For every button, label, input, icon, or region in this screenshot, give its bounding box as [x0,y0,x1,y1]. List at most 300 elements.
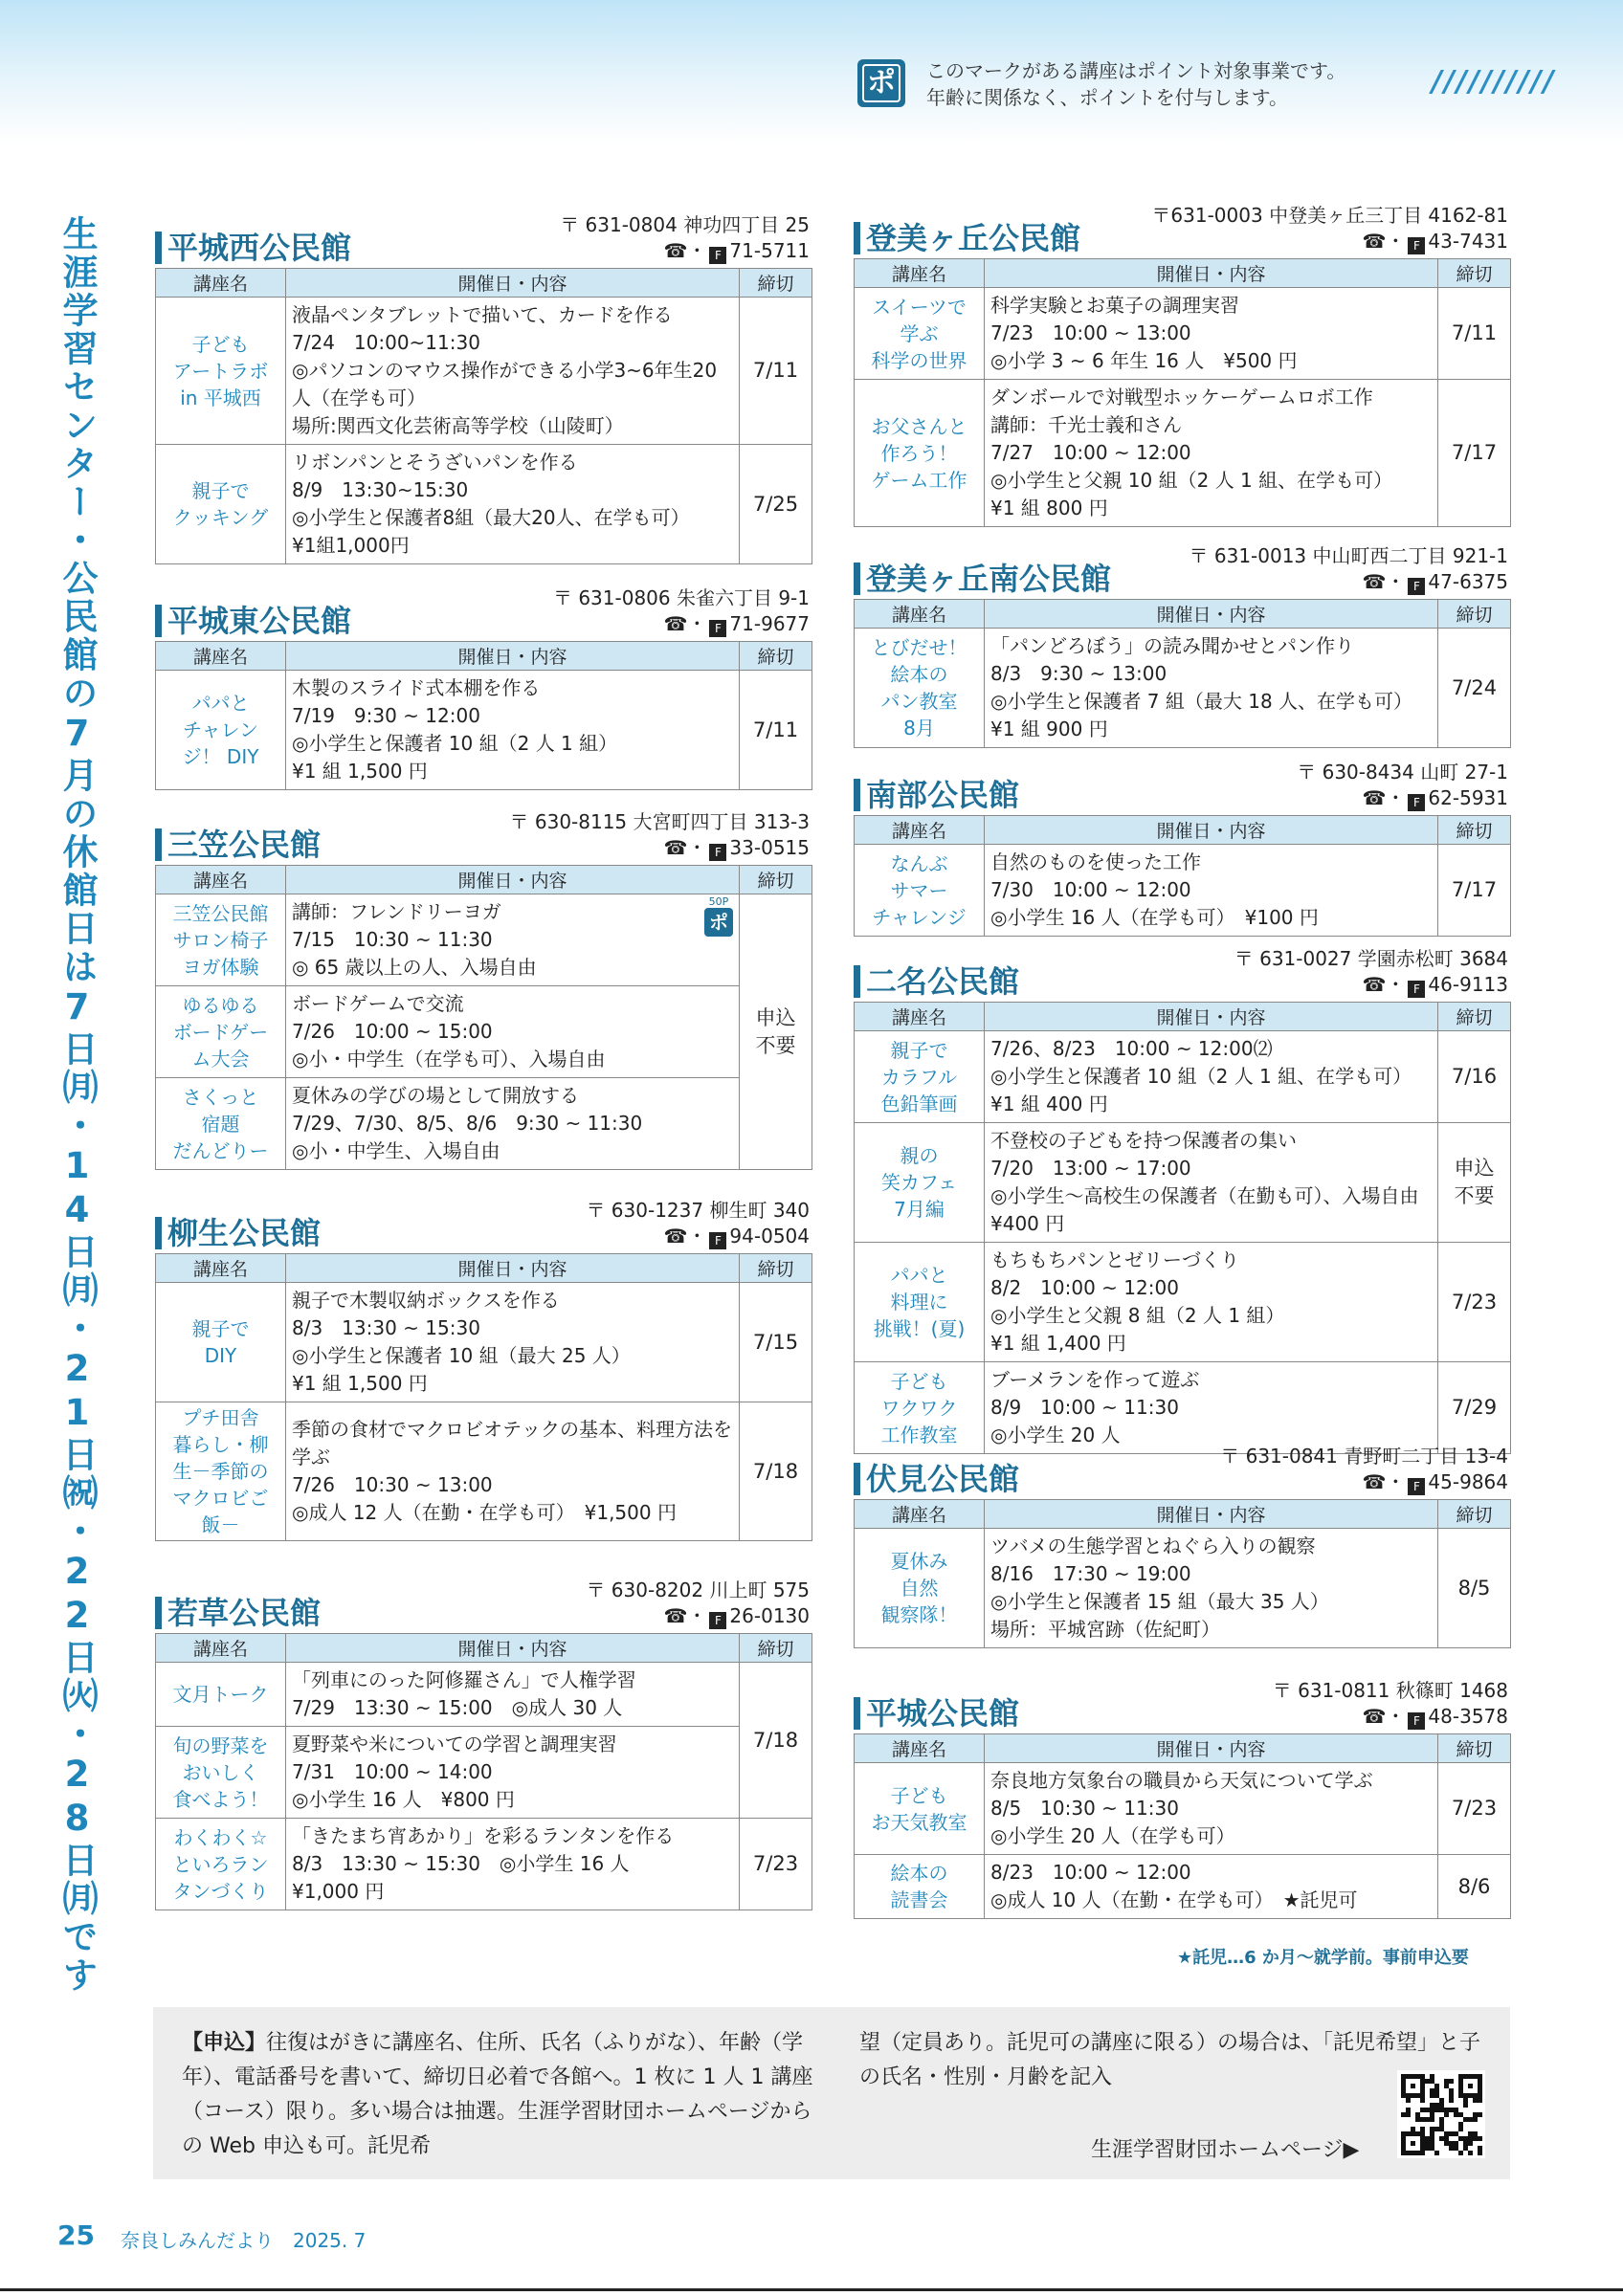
phone-line [1189,569,1508,595]
header-deadline: 締切 [1438,600,1511,629]
zip-address: 〒 631-0811 秋篠町 1468 [1272,1679,1508,1702]
course-deadline: 7/23 [740,1819,812,1910]
phone-number: 43-7431 [1428,230,1508,253]
section-header [854,1679,1510,1733]
qr-module [1420,2098,1425,2103]
course-content [286,1078,740,1170]
fax-icon: F [1408,1712,1425,1730]
course-name: パパと 料理に 挑戦！(夏) [855,1243,985,1362]
table-row [156,671,812,790]
course-content-text: 奈良地方気象台の職員から天気について学ぶ 8/5 10:30 ~ 11:30 ◎小学生 20 人（在学も可） [990,1769,1373,1847]
section-header [155,1199,812,1253]
phone-line [1151,229,1508,254]
section-address [560,212,810,264]
course-content-text: 夏休みの学びの場として開放する 7/29、7/30、8/5、8/6 9:30 ~ 11:30 ◎小・中学生、入場自由 [292,1084,643,1162]
section-header [854,761,1510,815]
qr-module [1406,2112,1411,2117]
course-content-text: ボードゲームで交流 7/26 10:00 ~ 15:00 ◎小・中学生（在学も可）、入場自由 [292,992,606,1071]
phone-line [510,835,810,861]
course-name: 親子で クッキング [156,445,286,564]
course-deadline: 7/11 [740,298,812,445]
section-header [854,1445,1510,1499]
course-name: パパと チャレン ジ！ DIY [156,671,286,790]
course-content [286,986,740,1078]
point-legend [857,57,1585,115]
course-name: 三笠公民館 サロン椅子 ヨガ体験 [156,894,286,986]
course-content-text: 季節の食材でマクロビオテックの基本、料理方法を学ぶ 7/26 10:30 ~ 13:00 ◎成人 12 人（在勤・在学も可） ¥1,500 円 [292,1418,732,1524]
qr-module [1411,2084,1415,2088]
course-deadline: 7/23 [1438,1243,1511,1362]
course-name: ゆるゆる ボードゲー ム大会 [156,986,286,1078]
qr-module [1420,2151,1425,2155]
fax-icon: F [709,620,726,637]
zip-address: 〒631-0003 中登美ヶ丘三丁目 4162-81 [1151,204,1508,227]
course-name: 文月トーク [156,1663,286,1727]
table-row [855,1243,1511,1362]
header-content: 開催日・内容 [985,1734,1438,1763]
phone-prefix: ☎・ [1362,786,1406,809]
phone-number: 33-0515 [729,836,810,859]
header-course-name: 講座名 [855,259,985,288]
phone-prefix: ☎・ [1362,230,1406,253]
course-name: なんぶ サマー チャレンジ [855,845,985,937]
table-row [855,1123,1511,1243]
table-row [156,894,812,986]
course-content-text: 8/23 10:00 ~ 12:00 ◎成人 10 人（在勤・在学も可） ★託児可 [990,1861,1358,1911]
section-left-3 [155,1199,812,1541]
course-deadline: 7/15 [740,1283,812,1402]
course-content-text: 不登校の子どもを持つ保護者の集い 7/20 13:00 ~ 17:00 ◎小学生～高校生の保護者（在勤も可）、入場自由 ¥400 円 [990,1129,1419,1235]
course-content [985,1031,1438,1123]
section-title: 南部公民館 [854,779,1019,811]
phone-number: 71-5711 [729,239,810,262]
course-name: 子ども ワクワク 工作教室 [855,1362,985,1454]
phone-number: 46-9113 [1428,973,1508,996]
course-deadline: 7/11 [1438,288,1511,380]
header-content: 開催日・内容 [985,600,1438,629]
section-left-0 [155,213,812,564]
section-address [553,585,810,637]
course-content [985,288,1438,380]
table-row [855,629,1511,748]
course-content-text: 講師：フレンドリーヨガ 7/15 10:30 ~ 11:30 ◎ 65 歳以上の人、入場自由 [292,900,537,979]
qr-module [1449,2098,1454,2103]
course-content [985,1243,1438,1362]
course-content-text: 液晶ペンタブレットで描いて、カードを作る 7/24 10:00~11:30 ◎パソコンのマウス操作ができる小学3~6年生20人（在学も可） 場所:関西文化芸術高等学校（山陵町） [292,303,718,437]
course-name: 親子で DIY [156,1283,286,1402]
publication-name: 奈良しみんだより 2025. 7 [121,2229,367,2252]
phone-number: 94-0504 [729,1225,810,1247]
course-content [985,1855,1438,1919]
phone-line [1273,1704,1508,1730]
course-name: 夏休み 自然 観察隊！ [855,1529,985,1648]
fax-icon: F [1408,237,1425,254]
header-deadline: 締切 [740,642,812,671]
homepage-link[interactable]: 生涯学習財団ホームページ▶ [1091,2138,1360,2162]
qr-module [1458,2127,1463,2131]
phone-number: 47-6375 [1428,570,1508,593]
section-address [510,809,810,861]
section-right-3 [854,947,1510,1454]
section-header [155,810,812,865]
course-deadline: 7/18 [740,1402,812,1541]
application-label: 【申込】 [182,2031,267,2055]
page-number: 25 [57,2219,95,2251]
section-title: 登美ヶ丘南公民館 [854,563,1111,595]
course-name: さくっと 宿題 だんどりー [156,1078,286,1170]
qr-module [1473,2117,1478,2122]
header-content: 開催日・内容 [985,1003,1438,1031]
header-content: 開催日・内容 [985,1500,1438,1529]
header-content: 開催日・内容 [286,642,740,671]
qr-module [1434,2151,1439,2155]
section-title: 平城西公民館 [155,232,351,264]
table-header-row [855,1500,1511,1529]
table-header-row [855,1003,1511,1031]
fax-icon: F [1408,981,1425,998]
fax-icon: F [709,1232,726,1249]
course-deadline: 7/29 [1438,1362,1511,1454]
table-row [855,845,1511,937]
phone-number: 71-9677 [729,612,810,635]
point-mark-icon: ポ [857,59,905,107]
course-table [155,1253,812,1541]
table-row [156,445,812,564]
course-deadline: 7/23 [1438,1763,1511,1855]
phone-line [1297,785,1508,811]
course-content [286,298,740,445]
section-address [1234,946,1508,998]
header-content: 開催日・内容 [286,1634,740,1663]
section-right-4 [854,1445,1510,1648]
course-content [286,671,740,790]
section-title: 二名公民館 [854,965,1019,998]
zip-address: 〒 630-8115 大宮町四丁目 313-3 [509,810,810,833]
section-left-4 [155,1578,812,1910]
course-content-text: 親子で木製収納ボックスを作る 8/3 13:30 ~ 15:30 ◎小学生と保護者 10 組（最大 25 人） ¥1 組 1,500 円 [292,1289,631,1395]
section-title: 登美ヶ丘公民館 [854,222,1080,254]
phone-number: 45-9864 [1428,1470,1508,1493]
qr-module [1468,2141,1473,2146]
section-address [1220,1444,1508,1495]
section-title: 平城公民館 [854,1697,1019,1730]
course-content-text: 自然のものを使った工作 7/30 10:00 ~ 12:00 ◎小学生 16 人（在学も可） ¥100 円 [990,850,1319,929]
course-content-text: 7/26、8/23 10:00 ~ 12:00⑵ ◎小学生と保護者 10 組（2 人 1 組、在学も可） ¥1 組 400 円 [990,1037,1412,1115]
header-deadline: 締切 [1438,816,1511,845]
table-header-row [855,600,1511,629]
course-content [286,1727,740,1819]
header-deadline: 締切 [1438,1734,1511,1763]
header-deadline: 締切 [1438,1500,1511,1529]
fax-icon: F [1408,578,1425,595]
point-legend-text [926,57,1345,111]
fax-icon: F [709,1612,726,1629]
header-course-name: 講座名 [855,600,985,629]
header-deadline: 締切 [740,1634,812,1663]
course-name: とびだせ！ 絵本の パン教室 8月 [855,629,985,748]
course-content [286,445,740,564]
section-right-2 [854,761,1510,937]
header-course-name: 講座名 [156,269,286,298]
qr-module [1478,2151,1482,2155]
table-row [855,1362,1511,1454]
course-content-text: 科学実験とお菓子の調理実習 7/23 10:00 ~ 13:00 ◎小学 3 ~ 6 年生 16 人 ¥500 円 [990,294,1298,372]
course-deadline: 7/17 [1438,845,1511,937]
phone-prefix: ☎・ [663,1225,707,1247]
course-name: 子ども お天気教室 [855,1763,985,1855]
course-name: 旬の野菜を おいしく 食べよう！ [156,1727,286,1819]
table-header-row [156,866,812,894]
course-deadline: 8/6 [1438,1855,1511,1919]
phone-prefix: ☎・ [663,836,707,859]
header-deadline: 締切 [740,866,812,894]
header-course-name: 講座名 [156,1254,286,1283]
course-name: お父さんと 作ろう！ ゲーム工作 [855,380,985,527]
table-row [855,1763,1511,1855]
section-right-0 [854,204,1510,527]
section-header [854,544,1510,599]
section-address [586,1578,810,1629]
point-legend-line2: 年齢に関係なく、ポイントを付与します。 [926,86,1288,109]
course-table [155,641,812,790]
header-course-name: 講座名 [156,1634,286,1663]
course-content [985,1763,1438,1855]
phone-line [1234,972,1508,998]
table-row [855,380,1511,527]
qr-module [1468,2151,1473,2155]
fax-icon: F [709,247,726,264]
phone-line [586,1603,810,1629]
section-address [1151,203,1508,254]
course-deadline: 7/17 [1438,380,1511,527]
section-address [1189,543,1508,595]
course-content [286,1283,740,1402]
course-deadline: 申込 不要 [740,894,812,1170]
phone-number: 26-0130 [729,1604,810,1627]
course-name: プチ田舎 暮らし・柳 生－季節の マクロビご 飯－ [156,1402,286,1541]
course-content [985,629,1438,748]
point-badge-value: 50P [708,895,729,908]
course-content [286,1819,740,1910]
table-row [855,1855,1511,1919]
course-content-text: リボンパンとそうざいパンを作る 8/9 13:30~15:30 ◎小学生と保護者8組（最大20人、在学も可） ¥1組1,000円 [292,451,690,557]
course-name: 絵本の 読書会 [855,1855,985,1919]
qr-module [1478,2098,1482,2103]
qr-module [1449,2079,1454,2084]
decorative-slashes: ////////// [1432,65,1556,99]
section-left-2 [155,810,812,1170]
application-left-body: 往復はがきに講座名、住所、氏名（ふりがな）、年齢（学年）、電話番号を書いて、締切日必着で各館へ。1 枚に 1 人 1 講座（コース）限り。多い場合は抽選。生涯学習財団ホームページからの Web 申込も可。託児希 [182,2031,813,2158]
section-title: 若草公民館 [155,1597,321,1629]
course-content-text: もちもちパンとゼリーづくり 8/2 10:00 ~ 12:00 ◎小学生と父親 8 組（2 人 1 組） ¥1 組 1,400 円 [990,1248,1285,1355]
course-name: 子ども アートラボ in 平城西 [156,298,286,445]
zip-address: 〒 631-0806 朱雀六丁目 9-1 [552,586,810,609]
qr-module [1444,2112,1449,2117]
phone-number: 48-3578 [1428,1705,1508,1728]
table-row [855,1031,1511,1123]
course-content [985,1529,1438,1648]
qr-module [1458,2151,1463,2155]
section-left-1 [155,586,812,790]
course-content [985,380,1438,527]
qr-module [1478,2112,1482,2117]
section-title: 三笠公民館 [155,828,321,861]
course-content-text: 「パンどろぼう」の読み聞かせとパン作り 8/3 9:30 ~ 13:00 ◎小学生と保護者 7 組（最大 18 人、在学も可） ¥1 組 900 円 [990,634,1413,740]
course-table [854,599,1511,748]
table-row [156,1402,812,1541]
table-row [156,1283,812,1402]
phone-line [1220,1469,1508,1495]
zip-address: 〒 631-0013 中山町西二丁目 921-1 [1189,544,1508,567]
table-row [855,1529,1511,1648]
course-name: 親の 笑カフェ 7月編 [855,1123,985,1243]
application-box [153,2007,1510,2179]
qr-module [1411,2141,1415,2146]
course-content-text: ダンボールで対戦型ホッケーゲームロボ工作 講師：千光士義和さん 7/27 10:00 ~ 12:00 ◎小学生と父親 10 組（2 人 1 組、在学も可） ¥1 組 800 円 [990,386,1393,519]
table-header-row [855,1734,1511,1763]
table-row [156,1819,812,1910]
table-header-row [156,1254,812,1283]
header-content: 開催日・内容 [985,259,1438,288]
qr-module [1468,2084,1473,2088]
course-name: わくわく☆ といろラン タンづくり [156,1819,286,1910]
header-course-name: 講座名 [855,1500,985,1529]
phone-line [553,611,810,637]
point-badge [704,896,733,937]
table-row [156,1078,812,1170]
section-header [854,204,1510,258]
phone-prefix: ☎・ [663,612,707,635]
table-row [156,986,812,1078]
table-header-row [156,642,812,671]
table-header-row [855,259,1511,288]
phone-prefix: ☎・ [663,1604,707,1627]
table-row [156,1663,812,1727]
course-table [155,268,812,564]
bottom-rule [0,2288,1623,2291]
table-header-row [156,269,812,298]
header-course-name: 講座名 [855,1734,985,1763]
header-content: 開催日・内容 [286,269,740,298]
application-text-right: 望（定員あり。託児可の講座に限る）の場合は、「託児希望」と子の氏名・性別・月齢を記入 [859,2031,1481,2089]
table-header-row [855,816,1511,845]
header-deadline: 締切 [1438,259,1511,288]
section-header [854,947,1510,1002]
fax-icon: F [1408,1478,1425,1495]
section-right-1 [854,544,1510,748]
zip-address: 〒 631-0027 学園赤松町 3684 [1234,947,1508,970]
course-content-text: 「きたまち宵あかり」を彩るランタンを作る 8/3 13:30 ~ 15:30 ◎小学生 16 人 ¥1,000 円 [292,1824,675,1903]
course-content-text: 「列車にのった阿修羅さん」で人権学習 7/29 13:30 ~ 15:00 ◎成人 30 人 [292,1668,636,1719]
header-course-name: 講座名 [855,1003,985,1031]
phone-prefix: ☎・ [663,239,707,262]
header-course-name: 講座名 [855,816,985,845]
zip-address: 〒 630-8202 川上町 575 [586,1578,810,1601]
phone-prefix: ☎・ [1362,570,1406,593]
childcare-note: ★託児…6 か月～就学前。事前申込要 [1177,1948,1469,1968]
phone-line [586,1224,810,1249]
course-content-text: 木製のスライド式本棚を作る 7/19 9:30 ~ 12:00 ◎小学生と保護者 10 組（2 人 1 組） ¥1 組 1,500 円 [292,676,618,783]
qr-code-icon[interactable] [1397,2070,1485,2158]
course-content-text: ブーメランを作って遊ぶ 8/9 10:00 ~ 11:30 ◎小学生 20 人 [990,1368,1200,1446]
point-mark-icon: ポ [704,908,733,937]
header-content: 開催日・内容 [985,816,1438,845]
course-content [985,1123,1438,1243]
table-header-row [156,1634,812,1663]
section-address [586,1198,810,1249]
zip-address: 〒 631-0841 青野町二丁目 13-4 [1220,1445,1508,1468]
course-content [985,845,1438,937]
course-table [155,865,812,1170]
section-header [155,1578,812,1633]
course-table [854,1733,1511,1919]
course-content [286,1663,740,1727]
table-row [156,298,812,445]
section-title: 平城東公民館 [155,605,351,637]
course-deadline: 申込 不要 [1438,1123,1511,1243]
zip-address: 〒 630-8434 山町 27-1 [1297,761,1508,784]
section-title: 柳生公民館 [155,1217,321,1249]
course-content [286,1402,740,1541]
point-legend-line1: このマークがある講座はポイント対象事業です。 [926,59,1346,82]
course-table [854,1002,1511,1454]
qr-module [1478,2136,1482,2141]
course-table [854,815,1511,937]
course-name: 親子で カラフル 色鉛筆画 [855,1031,985,1123]
section-title: 伏見公民館 [854,1463,1019,1495]
course-table [155,1633,812,1910]
course-content-text: 夏野菜や米についての学習と調理実習 7/31 10:00 ~ 14:00 ◎小学生 16 人 ¥800 円 [292,1733,617,1811]
header-course-name: 講座名 [156,642,286,671]
header-deadline: 締切 [1438,1003,1511,1031]
phone-prefix: ☎・ [1362,1470,1406,1493]
application-text-left [182,2026,833,2164]
course-deadline: 7/16 [1438,1031,1511,1123]
header-course-name: 講座名 [156,866,286,894]
header-deadline: 締切 [740,269,812,298]
course-table [854,1499,1511,1648]
qr-module [1406,2098,1411,2103]
course-content [985,1362,1438,1454]
section-address [1273,1678,1508,1730]
fax-icon: F [709,844,726,861]
table-row [855,288,1511,380]
closed-days-vertical-title: 生涯学習センター・公民館の7月の休館日は7日㈪・14日㈪・21日㈷・22日㈫・28日㈪です [56,215,98,1995]
zip-address: 〒 631-0804 神功四丁目 25 [560,213,810,236]
section-address [1297,760,1508,811]
course-deadline: 7/18 [740,1663,812,1819]
course-deadline: 7/25 [740,445,812,564]
course-deadline: 8/5 [1438,1529,1511,1648]
course-content [286,894,740,986]
phone-line [560,238,810,264]
qr-module [1463,2103,1468,2108]
course-table [854,258,1511,527]
header-content: 開催日・内容 [286,1254,740,1283]
section-header [155,586,812,641]
course-deadline: 7/24 [1438,629,1511,748]
phone-prefix: ☎・ [1362,973,1406,996]
qr-module [1430,2117,1434,2122]
table-row [156,1727,812,1819]
phone-number: 62-5931 [1428,786,1508,809]
zip-address: 〒 630-1237 柳生町 340 [586,1199,810,1222]
fax-icon: F [1408,794,1425,811]
course-name: スイーツで 学ぶ 科学の世界 [855,288,985,380]
header-content: 開催日・内容 [286,866,740,894]
course-content-text: ツバメの生態学習とねぐら入りの観察 8/16 17:30 ~ 19:00 ◎小学生と保護者 15 組（最大 35 人） 場所：平城宮跡（佐紀町） [990,1534,1329,1641]
section-right-5 [854,1679,1510,1919]
